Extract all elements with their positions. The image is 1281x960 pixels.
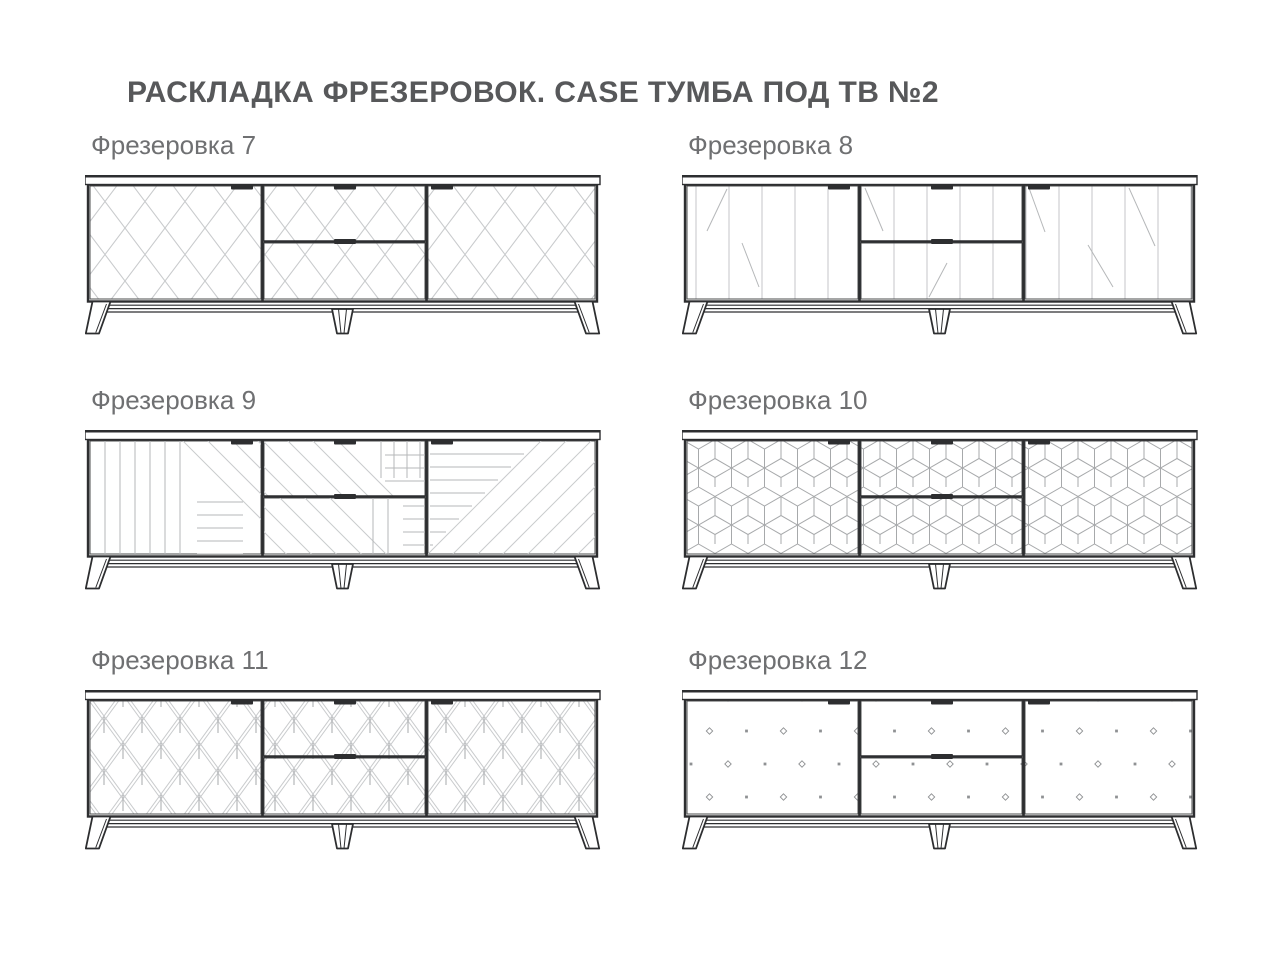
handle-notch [334,700,356,705]
handle-notch [431,185,453,190]
card-geometric-mix [85,385,605,590]
card-diamond-crosshatch [85,130,605,335]
card-label: Фрезеровка 7 [91,130,257,160]
panel-right-door [1025,186,1192,299]
panel-drawer-bottom [861,243,1022,299]
handle-notch [334,440,356,445]
handle-notch [828,185,850,190]
cabinet-drawing-diamond-crosshatch [85,175,601,335]
card-dotted-grid [682,645,1202,850]
panel-left-door [687,186,858,299]
cabinet-drawing-isometric-cubes [682,430,1198,590]
card-vertical-lines-accents [682,130,1202,335]
card-label: Фрезеровка 11 [91,645,269,675]
card-nested-diamond-leaf [85,645,605,850]
handle-notch [431,700,453,705]
card-label: Фрезеровка 12 [688,645,868,675]
handle-notch [334,185,356,190]
panel-right-door [1025,701,1192,814]
card-label: Фрезеровка 8 [688,130,854,160]
panel-drawer-top [264,186,425,241]
handle-notch [931,239,953,244]
handle-notch [334,494,356,499]
handle-notch [931,754,953,759]
panel-drawer-top [861,186,1022,241]
cabinet-drawing-geometric-mix [85,430,601,590]
page-title: РАСКЛАДКА ФРЕЗЕРОВОК. CASE ТУМБА ПОД ТВ №2 [127,76,939,109]
handle-notch [828,700,850,705]
panel-drawer-bottom [861,498,1022,554]
panel-drawer-bottom [264,243,425,299]
card-label: Фрезеровка 9 [91,385,257,415]
panel-left-door [687,701,858,814]
handle-notch [334,239,356,244]
panel-drawer-bottom [861,758,1022,814]
panel-drawer-top [264,701,425,756]
handle-notch [931,494,953,499]
panel-left-door [687,441,858,554]
handle-notch [231,700,253,705]
cabinet-drawing-vertical-lines-accents [682,175,1198,335]
panel-right-door [428,701,595,814]
handle-notch [431,440,453,445]
panel-left-door [90,186,261,299]
card-label: Фрезеровка 10 [688,385,868,415]
panel-drawer-top [861,441,1022,496]
handle-notch [1028,185,1050,190]
cabinet-drawing-dotted-grid [682,690,1198,850]
handle-notch [931,440,953,445]
handle-notch [231,185,253,190]
panel-drawer-bottom [264,758,425,814]
handle-notch [931,185,953,190]
panel-right-door [1025,441,1192,554]
panel-right-door [428,186,595,299]
panel-left-door [90,441,261,554]
handle-notch [231,440,253,445]
cabinet-drawing-nested-diamond-leaf [85,690,601,850]
handle-notch [1028,700,1050,705]
panel-left-door [90,701,261,814]
panel-drawer-top [861,701,1022,756]
card-isometric-cubes [682,385,1202,590]
handle-notch [334,754,356,759]
handle-notch [828,440,850,445]
handle-notch [931,700,953,705]
handle-notch [1028,440,1050,445]
